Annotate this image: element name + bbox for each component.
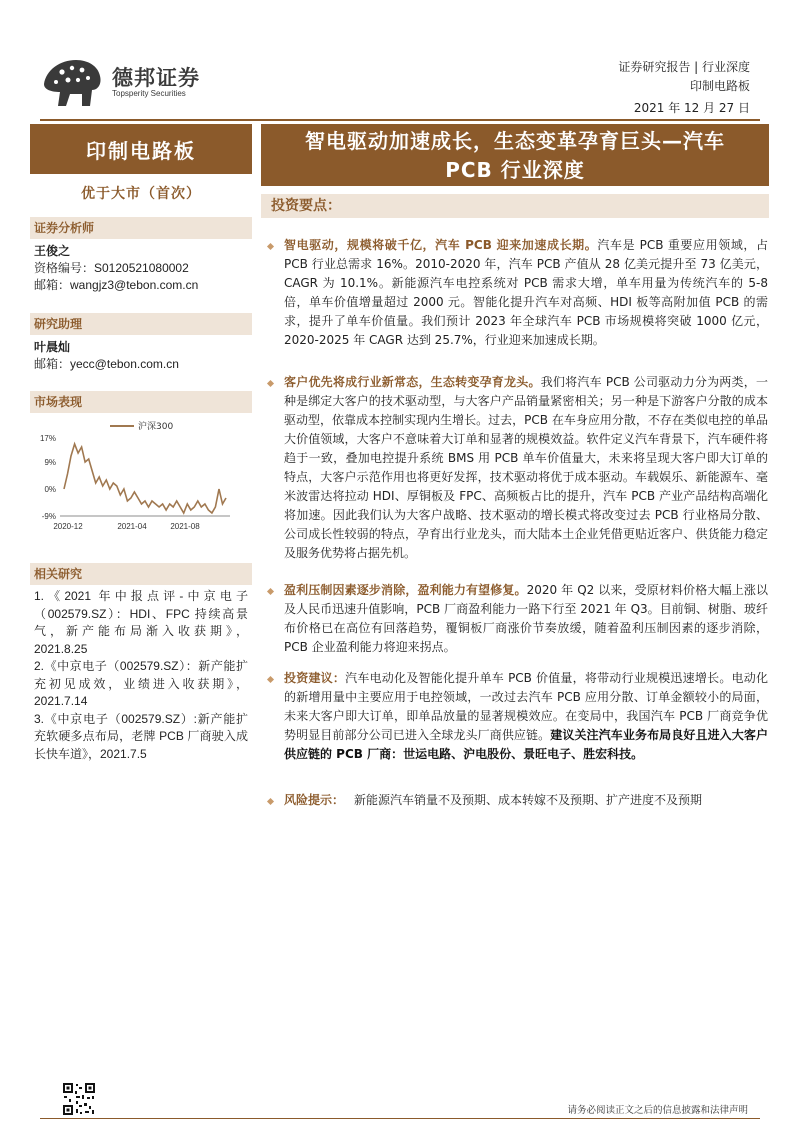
key-point-recommendation: 建议关注汽车业务布局良好且进入大客户供应链的 PCB 厂商：世运电路、沪电股份、景旺电子、胜宏科技。 [284,728,768,761]
series-line-hs300 [64,444,226,513]
assistant-email[interactable]: 邮箱：yecc@tebon.com.cn [34,357,179,371]
analyst-email[interactable]: 邮箱：wangjz3@tebon.com.cn [34,278,199,292]
brand-name-cn: 德邦证券 [112,66,200,90]
related-item[interactable]: 1.《2021 年中报点评-中京电子（002579.SZ）：HDI、FPC 持续高景气，新产能布局渐入收获期》，2021.8.25 [34,589,248,656]
key-points-head: 投资要点： [261,194,769,218]
key-point-text: 汽车电动化及智能化提升单车 PCB 价值量，将带动行业规模迅速增长。电动化的新增用量中主要应用于电控领域，一改过去汽车 PCB 应用分散、订单金额较小的局面，未来大客户即大订单，即单品放量的显著规模效应。在变局中，我国汽车 PCB 厂商竞争优势明显目前部分公司已进入全球龙头厂商供应链。 [284,671,768,742]
y-tick-label: 0% [44,485,56,494]
key-point-text: 我们将汽车 PCB 公司驱动力分为两类，一种是绑定大客户的技术驱动型，与大客户产品销量紧密相关；另一种是下游客户分散的成本驱动型，依靠成本控制实现内生增长。过去，PCB 在车身应用分散，不存在类似电控的单品大价值领域，大客户不意味着大订单和显著的规模效益。软件定义汽车背景下，汽车硬件将趋于一致，叠加电控提升系统 BMS 用 PCB 单车价值量大，未来将呈现大客户即大订单的特点，大客户示范作用也将更好发挥，技术驱动将优于成本驱动。车载娱乐、新能源车、毫米波雷达将拉动 HDI、厚铜板及 FPC、高频板占比的提升，汽车 PCB 产业产品结构高端化将加速。因此我们认为大客户战略、技术驱动的增长模式将改变过去 PCB 行业格局分散、公司成长性较弱的特点，孕育出行业龙头，而大陆本土企业凭借更贴近客户、供货能力稳定及服务优势将占据先机。 [284,375,768,560]
qr-code-icon [62,1082,96,1116]
key-point-lead: 客户优先将成行业新常态，生态转变孕育龙头。 [284,375,541,389]
footer-divider [40,1118,760,1119]
market-section-head: 市场表现 [30,391,252,413]
related-research-list [34,588,248,763]
y-tick-label: -9% [41,512,56,521]
key-point-lead: 智电驱动，规模将破千亿，汽车 PCB 迎来加速成长期。 [284,238,598,252]
key-point-lead: 盈利压制因素逐步消除，盈利能力有望修复。 [284,583,527,597]
assistant-info [34,339,179,373]
y-tick-label: 9% [44,458,56,467]
report-date: 2021 年 12 月 27 日 [633,101,750,115]
key-point-text: 新能源汽车销量不及预期、成本转嫁不及预期、扩产进度不及预期 [354,793,703,807]
key-point-1 [268,236,768,350]
x-tick-label: 2021-08 [170,522,200,531]
key-point-4 [268,669,768,764]
report-meta [618,58,750,96]
company-logo [40,54,220,110]
key-point-2 [268,373,768,563]
key-point-lead: 投资建议： [284,671,346,685]
assistant-name: 叶晨灿 [34,340,71,354]
analyst-license: 资格编号：S0120521080002 [34,261,189,275]
title-line-2: PCB 行业深度 [445,158,585,182]
market-chart [30,414,252,540]
assistant-section-head: 研究助理 [30,313,252,335]
y-tick-label: 17% [39,434,56,443]
key-point-text: 汽车是 PCB 重要应用领域，占 PCB 行业总需求 16%。2010-2020 年，汽车 PCB 产值从 28 亿美元提升至 73 亿美元，CAGR 为 10.1%。新能源汽车电控系统对 PCB 需求大增，单车用量为传统汽车的 5-8 倍，单车价值增量超过 2000 元。智能化提升汽车对高频、HDI 板等高附加值 PCB 的需求，提升了单车价值量。我们预计 2023 年全球汽车 PCB 市场规模将突破 1000 亿元，2020-2025 年 CAGR 达到 25.7%，行业迎来加速成长期。 [284,238,769,347]
analyst-section-head: 证券分析师 [30,217,252,239]
key-point-text: 2020 年 Q2 以来，受原材料价格大幅上涨以及人民币迅速升值影响，PCB 厂商盈利能力一路下行至 2021 年 Q3。目前铜、树脂、玻纤布价格已在高位有回落趋势，覆铜板厂商涨价节奏放缓，随着盈利压制因素的逐步消除，PCB 企业盈利能力将迎来拐点。 [284,583,768,654]
x-tick-label: 2021-04 [117,522,147,531]
footer-disclaimer[interactable]: 请务必阅读正文之后的信息披露和法律声明 [567,1105,748,1116]
x-tick-label: 2020-12 [53,522,83,531]
related-item[interactable]: 2.《中京电子（002579.SZ）：新产能扩充初见成效，业绩进入收获期》，2021.7.14 [34,659,248,708]
report-sector: 印制电路板 [689,79,750,93]
key-point-lead: 风险提示： [284,793,345,807]
brand-name-en: Topsperity Securities [112,89,186,98]
key-point-3 [268,581,768,657]
rating: 优于大市（首次） [81,186,201,202]
report-title [261,124,769,186]
header-divider [40,119,760,121]
related-item[interactable]: 3.《中京电子（002579.SZ）:新产能扩充软硬多点布局，老牌 PCB 厂商驶入成长快车道》，2021.7.5 [34,711,248,761]
sector-box: 印制电路板 [30,124,252,174]
analyst-name: 王俊之 [34,244,71,258]
leopard-logo-icon [40,54,104,110]
title-line-1: 智电驱动加速成长，生态变革孕育巨头—汽车 [305,129,725,153]
market-chart-svg [30,414,252,540]
legend-label: 沪深300 [138,422,174,432]
related-section-head: 相关研究 [30,563,252,585]
report-type: 证券研究报告 | 行业深度 [618,60,750,74]
key-point-5 [268,791,768,810]
analyst-info [34,243,198,294]
